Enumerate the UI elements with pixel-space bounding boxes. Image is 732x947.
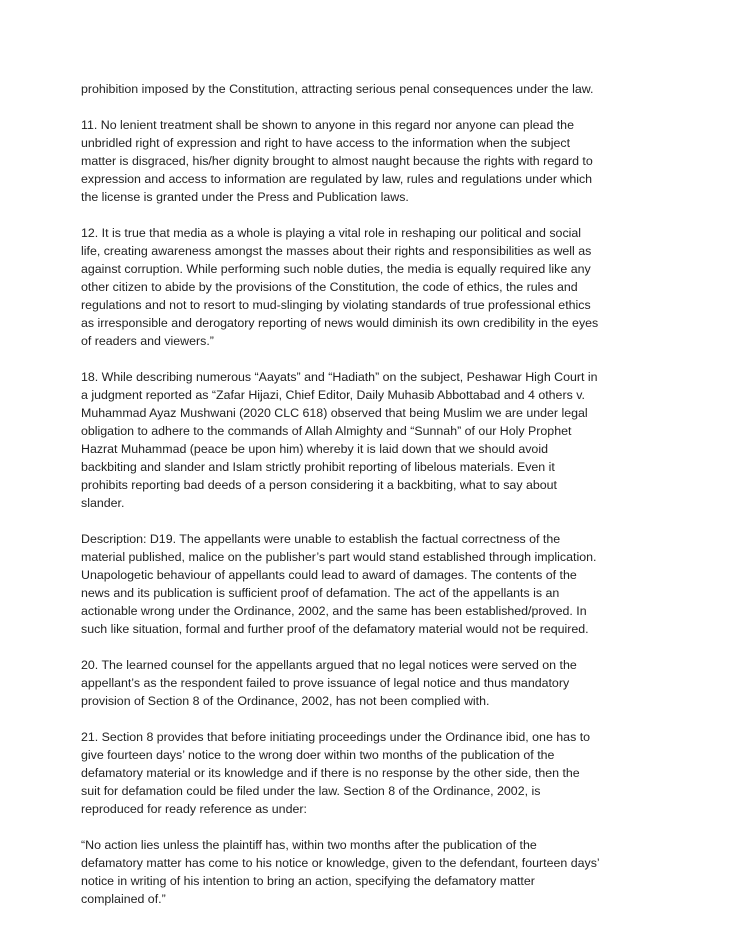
paragraph-11: 11. No lenient treatment shall be shown to anyone in this regard nor anyone can plead the unbridled right of expression and right to have access to the information when the subject matter is disgraced, his/her dignity brought to almost naught because the rights with regard to expression and access to information are regulated by law, rules and regulations under which the license is granted under the Press and Publication laws. bbox=[81, 118, 593, 204]
paragraph-12: 12. It is true that media as a whole is playing a vital role in reshaping our political and social life, creating awareness amongst the masses about their rights and responsibilities as well as against corruption. While performing such noble duties, the media is equally required like any other citizen to abide by the provisions of the Constitution, the code of ethics, the rules and regulations and not to resort to mud-slinging by violating standards of true professional ethics as irresponsible and derogatory reporting of news would diminish its own credibility in the eyes of readers and viewers.” bbox=[81, 226, 599, 348]
paragraph-description-d19: Description: D19. The appellants were unable to establish the factual correctness of the material published, malice on the publisher’s part would stand established through implication. Unapologetic behaviour of appellants could lead to award of damages. The contents of the news and its publication is sufficient proof of defamation. The act of the appellants is an actionable wrong under the Ordinance, 2002, and the same has been established/proved. In such like situation, formal and further proof of the defamatory material would not be required. bbox=[81, 532, 597, 636]
document-body bbox=[81, 80, 601, 926]
paragraph-18: 18. While describing numerous “Aayats” and “Hadiath” on the subject, Peshawar High Court in a judgment reported as “Zafar Hijazi, Chief Editor, Daily Muhasib Abbottabad and 4 others v. Muhammad Ayaz Mushwani (2020 CLC 618) observed that being Muslim we are under legal obligation to adhere to the commands of Allah Almighty and “Sunnah” of our Holy Prophet Hazrat Muhammad (peace be upon him) whereby it is laid down that we should avoid backbiting and slander and Islam strictly prohibit reporting of libelous materials. Even it prohibits reporting bad deeds of a person considering it a backbiting, what to say about slander. bbox=[81, 370, 598, 510]
section-8-quote: “No action lies unless the plaintiff has, within two months after the publication of the defamatory matter has come to his notice or knowledge, given to the defendant, fourteen days’ notice in writing of his intention to bring an action, specifying the defamatory matter complained of.” bbox=[81, 838, 600, 906]
paragraph-21: 21. Section 8 provides that before initiating proceedings under the Ordinance ibid, one has to give fourteen days’ notice to the wrong doer within two months of the publication of the defamatory material or its knowledge and if there is no response by the other side, then the suit for defamation could be filed under the law. Section 8 of the Ordinance, 2002, is reproduced for ready reference as under: bbox=[81, 730, 591, 816]
paragraph-20: 20. The learned counsel for the appellants argued that no legal notices were served on the appellant’s as the respondent failed to prove issuance of legal notice and thus mandatory provision of Section 8 of the Ordinance, 2002, has not been complied with. bbox=[81, 658, 577, 708]
paragraph-continuation: prohibition imposed by the Constitution, attracting serious penal consequences under the law. bbox=[81, 82, 594, 96]
